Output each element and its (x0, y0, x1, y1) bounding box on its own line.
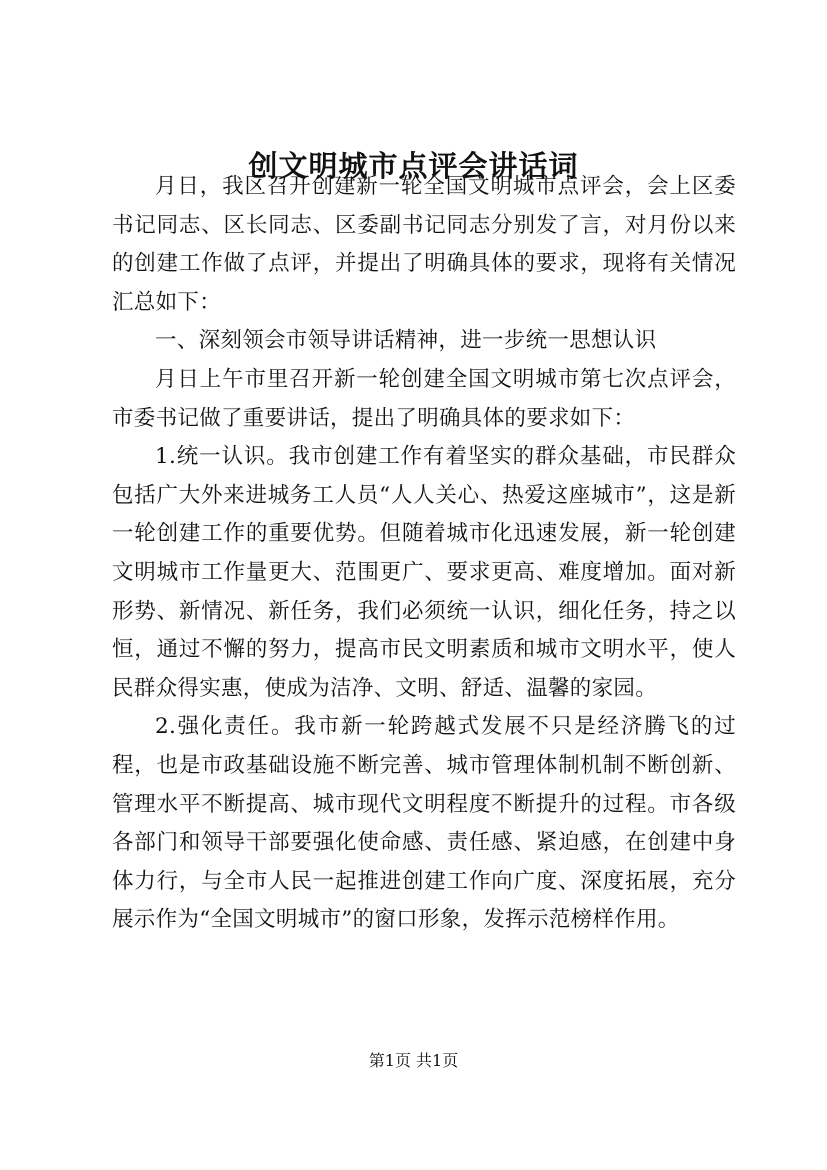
document-body (112, 168, 736, 940)
document-title: 创文明城市点评会讲话词 (248, 149, 579, 183)
paragraph-section-heading: 一、深刻领会市领导讲话精神，进一步统一思想认识 (155, 328, 657, 354)
paragraph-intro: 月日，我区召开创建新一轮全国文明城市点评会，会上区委书记同志、区长同志、区委副书记同志分别发了言，对月份以来的创建工作做了点评，并提出了明确具体的要求，现将有关情况汇总如下： (112, 174, 736, 315)
page-footer: 第1页 共1页 (368, 1051, 459, 1070)
paragraph-point-2: 2.强化责任。我市新一轮跨越式发展不只是经济腾飞的过程，也是市政基础设施不断完善、城市管理体制机制不断创新、管理水平不断提高、城市现代文明程度不断提升的过程。市各级各部门和领导干部要强化使命感、责任感、紧迫感，在创建中身体力行，与全市人民一起推进创建工作向广度、深度拓展，充分展示作为“全国文明城市”的窗口形象，发挥示范榜样作用。 (112, 714, 736, 933)
paragraph-meeting: 月日上午市里召开新一轮创建全国文明城市第七次点评会，市委书记做了重要讲话，提出了明确具体的要求如下： (112, 366, 736, 431)
paragraph-point-1: 1.统一认识。我市创建工作有着坚实的群众基础，市民群众包括广大外来进城务工人员“人人关心、热爱这座城市”，这是新一轮创建工作的重要优势。但随着城市化迅速发展，新一轮创建文明城市工作量更大、范围更广、要求更高、难度增加。面对新形势、新情况、新任务，我们必须统一认识，细化任务，持之以恒，通过不懈的努力，提高市民文明素质和城市文明水平，使人民群众得实惠，使成为洁净、文明、舒适、温馨的家园。 (112, 444, 736, 701)
